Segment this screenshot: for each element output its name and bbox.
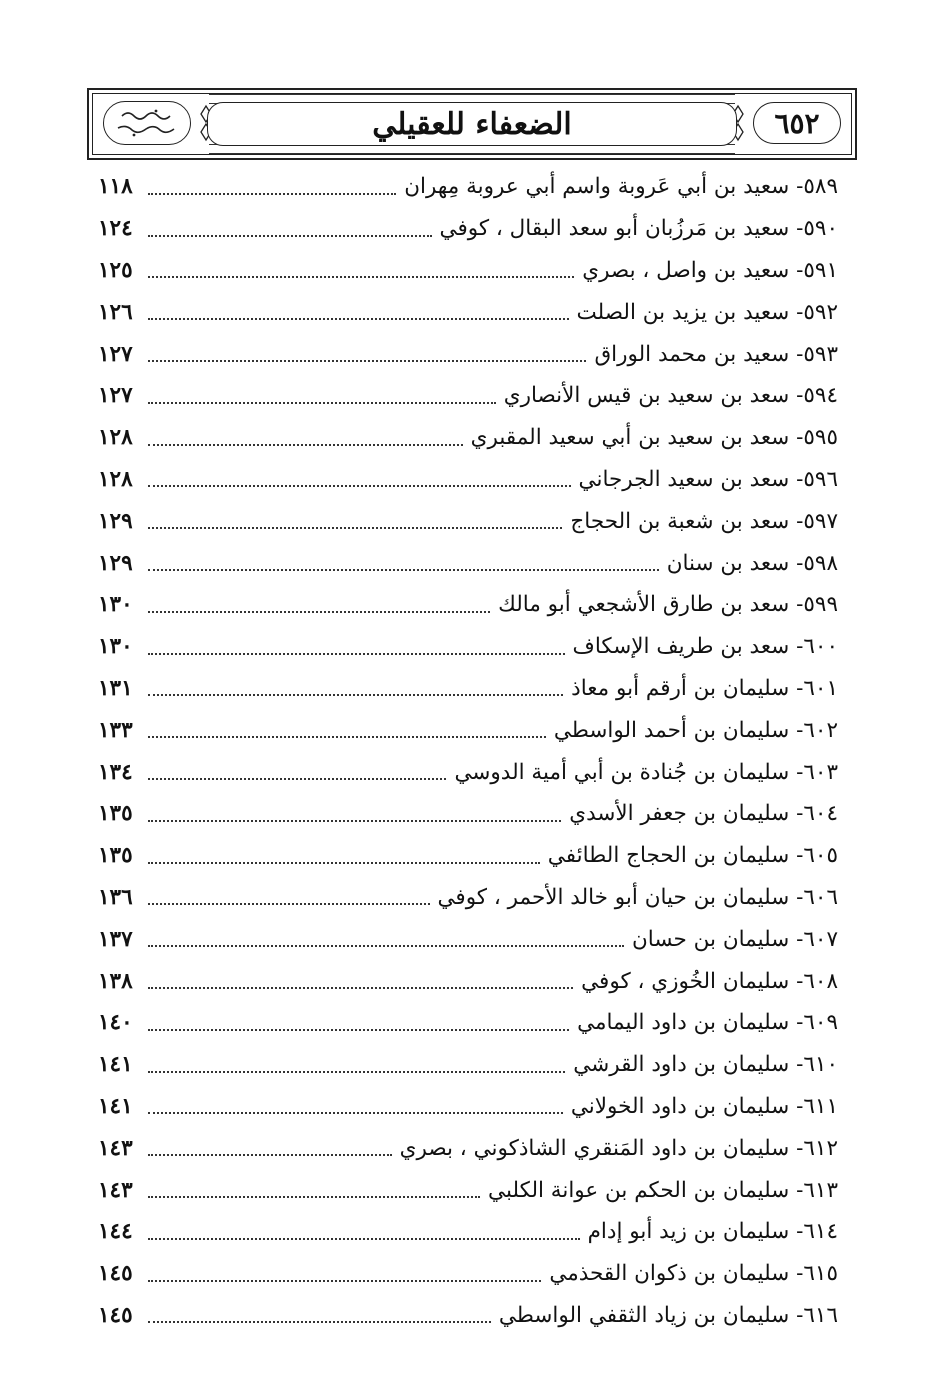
toc-entry [98, 668, 838, 710]
dot-leader [148, 653, 565, 655]
entry-page-number: ١٤٥ [98, 1302, 133, 1328]
dot-leader [148, 193, 396, 195]
entry-title: ٦٠٢- سليمان بن أحمد الواسطي [553, 717, 838, 743]
dot-leader [148, 778, 446, 780]
header-title-box [207, 102, 737, 146]
toc-entry [98, 250, 838, 292]
toc-entry [98, 1169, 838, 1211]
entry-page-number: ١٢٦ [98, 299, 133, 325]
dot-leader [148, 444, 463, 446]
toc-entry [98, 333, 838, 375]
toc-entry [98, 709, 838, 751]
toc-entry [98, 1295, 838, 1337]
dot-leader [148, 569, 659, 571]
toc-entry [98, 459, 838, 501]
entry-page-number: ١٣٧ [98, 926, 133, 952]
entry-page-number: ١٢٨ [98, 425, 133, 451]
entry-title: ٦١٦- سليمان بن زياد الثقفي الواسطي [498, 1302, 838, 1328]
toc-entry [98, 166, 838, 208]
dot-leader [148, 1238, 580, 1240]
entry-page-number: ١٣٨ [98, 968, 133, 994]
entry-page-number: ١٤٣ [98, 1135, 133, 1161]
toc-entry [98, 751, 838, 793]
entry-title: ٦١٣- سليمان بن الحكم بن عوانة الكلبي [488, 1177, 838, 1203]
entry-page-number: ١٣٠ [98, 592, 133, 618]
toc-entry [98, 1086, 838, 1128]
toc-entry [98, 1002, 838, 1044]
entry-page-number: ١٤٣ [98, 1177, 133, 1203]
toc-entry [98, 1211, 838, 1253]
entry-page-number: ١١٨ [98, 174, 133, 200]
entry-page-number: ١٤١ [98, 1052, 133, 1078]
toc-entry [98, 918, 838, 960]
entry-page-number: ١٤٤ [98, 1219, 133, 1245]
dot-leader [148, 1154, 392, 1156]
dot-leader [148, 360, 586, 362]
entry-page-number: ١٢٤ [98, 216, 133, 242]
entry-title: ٥٩١- سعيد بن واصل ، بصري [582, 257, 838, 283]
toc-entry [98, 1044, 838, 1086]
toc-entry [98, 500, 838, 542]
entry-title: ٦٠٦- سليمان بن حيان أبو خالد الأحمر ، كوفي [437, 884, 838, 910]
entry-title: ٥٩٨- سعد بن سنان [666, 550, 838, 576]
entry-title: ٦٠٤- سليمان بن جعفر الأسدي [569, 801, 838, 827]
entry-page-number: ١٣٠ [98, 634, 133, 660]
dot-leader [148, 903, 430, 905]
entry-page-number: ١٤٠ [98, 1010, 133, 1036]
toc-entry [98, 542, 838, 584]
entry-page-number: ١٣١ [98, 675, 133, 701]
entry-title: ٥٩٥- سعد بن سعيد بن أبي سعيد المقبري [470, 425, 838, 451]
toc-entry [98, 291, 838, 333]
dot-leader [148, 1321, 491, 1323]
dot-leader [148, 820, 561, 822]
toc-entry [98, 793, 838, 835]
book-title: الضعفاء للعقيلي [372, 106, 572, 142]
dot-leader [148, 1071, 565, 1073]
page-number-box [747, 98, 847, 148]
toc-entry [98, 584, 838, 626]
dot-leader [148, 235, 432, 237]
toc-entry [98, 375, 838, 417]
entry-title: ٥٩٣- سعيد بن محمد الوراق [594, 341, 838, 367]
entry-title: ٥٩٧- سعد بن شعبة بن الحجاج [570, 508, 838, 534]
entry-title: ٦٠٩- سليمان بن داود اليمامي [577, 1010, 838, 1036]
entry-page-number: ١٢٥ [98, 257, 133, 283]
dot-leader [148, 694, 563, 696]
entry-title: ٥٩٠- سعيد بن مَرزُبان أبو سعد البقال ، كوفي [439, 216, 838, 242]
dot-leader [148, 527, 562, 529]
toc-entry [98, 208, 838, 250]
entry-title: ٥٩٦- سعد بن سعيد الجرجاني [578, 466, 838, 492]
dot-leader [148, 1112, 563, 1114]
page-number: ٦٥٢ [753, 102, 841, 144]
entry-title: ٦١٢- سليمان بن داود المَنقري الشاذكوني ، بصري [399, 1135, 838, 1161]
toc-entry [98, 1127, 838, 1169]
entry-page-number: ١٤١ [98, 1093, 133, 1119]
entry-title: ٥٩٢- سعيد بن يزيد بن الصلت [576, 299, 838, 325]
book-seal-logo [103, 101, 191, 145]
entry-title: ٦٠٨- سليمان الخُوزي ، كوفي [581, 968, 838, 994]
dot-leader [148, 318, 569, 320]
entry-page-number: ١٢٩ [98, 508, 133, 534]
entry-title: ٥٨٩- سعيد بن أبي عَروبة واسم أبي عروبة مِهران [404, 174, 838, 200]
dot-leader [148, 276, 574, 278]
toc-entry [98, 417, 838, 459]
entry-page-number: ١٣٣ [98, 717, 133, 743]
entry-title: ٦٠٥- سليمان بن الحجاج الطائفي [547, 843, 838, 869]
entry-page-number: ١٣٤ [98, 759, 133, 785]
book-seal-box [97, 98, 197, 148]
entry-title: ٦١٠- سليمان بن داود القرشي [573, 1052, 838, 1078]
toc-entry [98, 1253, 838, 1295]
dot-leader [148, 862, 540, 864]
entry-title: ٦٠٧- سليمان بن حسان [632, 926, 838, 952]
entry-page-number: ١٣٥ [98, 801, 133, 827]
entry-page-number: ١٤٥ [98, 1261, 133, 1287]
entry-title: ٥٩٩- سعد بن طارق الأشجعي أبو مالك [498, 592, 838, 618]
dot-leader [148, 987, 573, 989]
entry-page-number: ١٣٥ [98, 843, 133, 869]
dot-leader [148, 736, 546, 738]
entry-title: ٦٠١- سليمان بن أرقم أبو معاذ [571, 675, 838, 701]
entry-title: ٦١٥- سليمان بن ذكوان القحذمي [549, 1261, 838, 1287]
dot-leader [148, 1196, 480, 1198]
toc-entry [98, 835, 838, 877]
dot-leader [148, 1280, 541, 1282]
dot-leader [148, 485, 571, 487]
table-of-contents [98, 166, 838, 1336]
dot-leader [148, 402, 496, 404]
entry-page-number: ١٢٧ [98, 383, 133, 409]
dot-leader [148, 945, 624, 947]
entry-page-number: ١٢٨ [98, 466, 133, 492]
dot-leader [148, 611, 490, 613]
entry-title: ٥٩٤- سعد بن سعيد بن قيس الأنصاري [503, 383, 838, 409]
entry-title: ٦١٤- سليمان بن زيد أبو إدام [587, 1219, 838, 1245]
entry-title: ٦١١- سليمان بن داود الخولاني [570, 1093, 838, 1119]
toc-entry [98, 626, 838, 668]
entry-title: ٦٠٠- سعد بن طريف الإسكاف [572, 634, 838, 660]
toc-entry [98, 960, 838, 1002]
entry-page-number: ١٢٩ [98, 550, 133, 576]
page-header [87, 88, 857, 160]
toc-entry [98, 877, 838, 919]
dot-leader [148, 1029, 569, 1031]
entry-page-number: ١٢٧ [98, 341, 133, 367]
entry-page-number: ١٣٦ [98, 884, 133, 910]
entry-title: ٦٠٣- سليمان بن جُنادة بن أبي أمية الدوسي [454, 759, 838, 785]
